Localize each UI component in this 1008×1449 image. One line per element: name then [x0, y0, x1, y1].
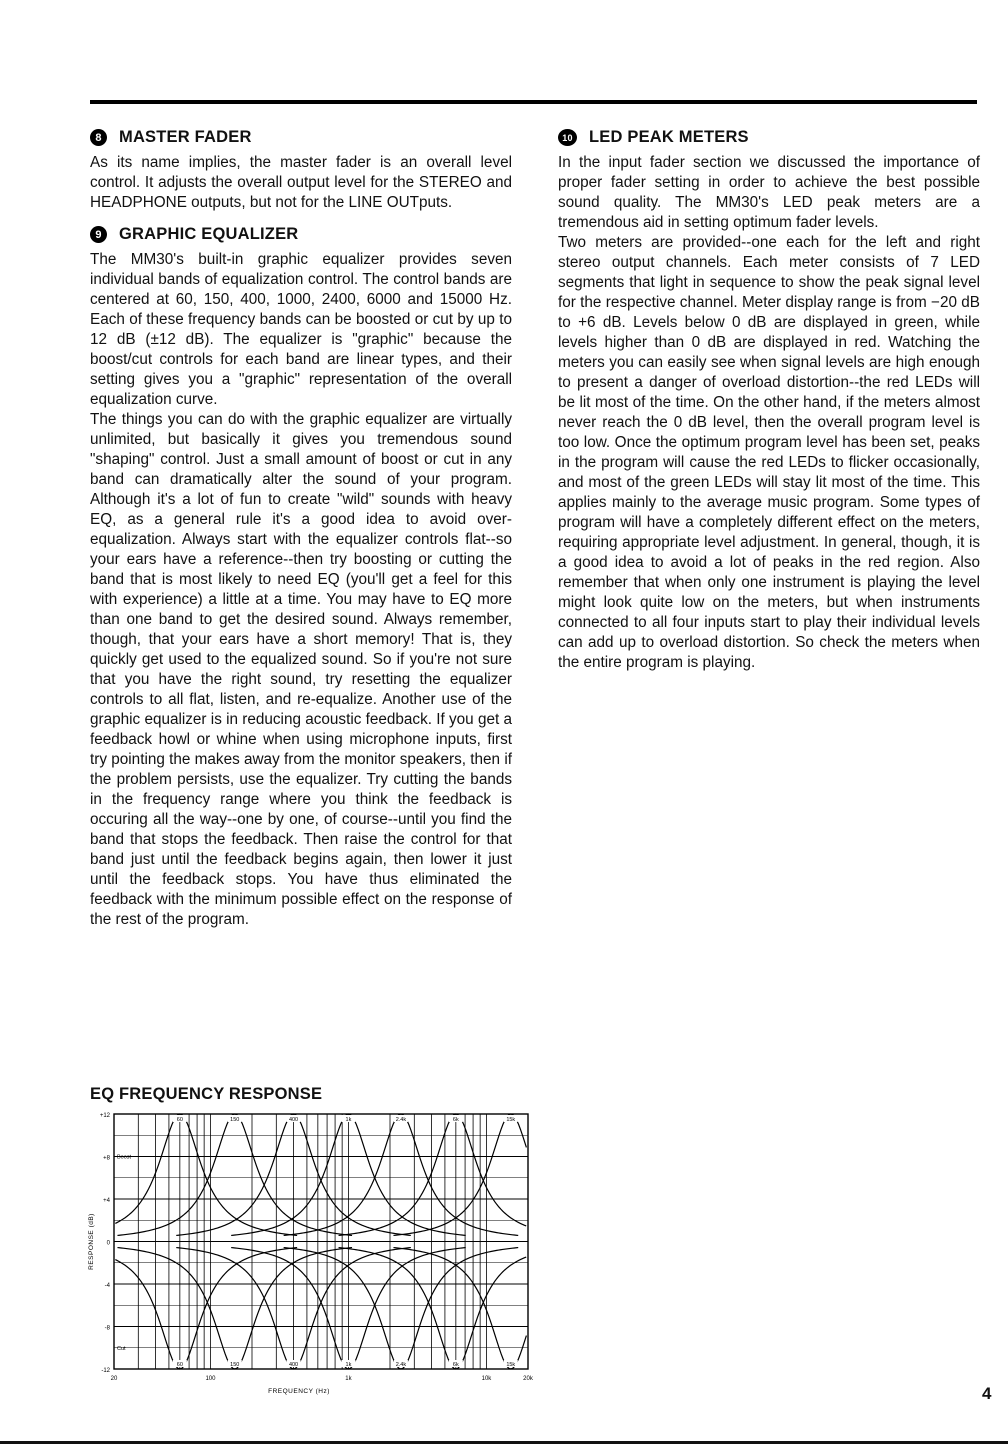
- y-tick-label: -12: [101, 1368, 110, 1374]
- cut-band-label: 15k: [506, 1362, 516, 1368]
- boost-band-label: 150: [230, 1117, 240, 1123]
- boost-curve: [339, 1114, 527, 1235]
- cut-band-label: 6k: [452, 1362, 459, 1368]
- section-number-badge: 10: [558, 129, 577, 146]
- bottom-rule: [0, 1441, 1008, 1444]
- y-tick-label: 0: [106, 1240, 110, 1247]
- boost-band-label: 400: [288, 1117, 299, 1123]
- x-tick-label: 10k: [481, 1376, 492, 1382]
- cut-band-label: 400: [288, 1362, 299, 1368]
- y-tick-label: -4: [104, 1283, 110, 1289]
- left-column: [90, 128, 512, 930]
- boost-band-label: 2.4k: [395, 1117, 407, 1123]
- eq-frequency-response-chart: [84, 1106, 534, 1396]
- x-tick-label: 20k: [523, 1376, 533, 1382]
- y-tick-label: +4: [103, 1198, 110, 1204]
- section-number-badge: 9: [90, 226, 107, 243]
- y-axis-label: RESPONSE (dB): [88, 1213, 95, 1270]
- boost-region-label: Boost: [117, 1154, 132, 1161]
- section-heading-master-fader: [90, 128, 512, 147]
- top-rule: [90, 100, 977, 104]
- x-axis-label: FREQUENCY (Hz): [268, 1388, 330, 1395]
- section-title: GRAPHIC EQUALIZER: [119, 225, 299, 243]
- x-tick-label: 20: [110, 1376, 118, 1382]
- cut-band-label: 60: [176, 1362, 183, 1368]
- cut-curve: [339, 1248, 527, 1369]
- boost-band-label: 15k: [506, 1117, 516, 1123]
- y-tick-label: +8: [103, 1155, 110, 1162]
- boost-curve: [115, 1114, 297, 1235]
- cut-region-label: Cut: [117, 1345, 126, 1352]
- boost-band-label: 6k: [452, 1117, 459, 1123]
- page-number: 4: [982, 1384, 992, 1403]
- section-number-badge: 8: [90, 129, 107, 146]
- boost-band-label: 60: [176, 1117, 183, 1123]
- cut-curve: [393, 1248, 526, 1369]
- graphic-equalizer-paragraph-1: The MM30's built-in graphic equalizer provides seven individual bands of equalization control. The control bands are centered at 60, 150, 400, 1000, 2400, 6000 and 15000 Hz. Each of these frequency bands can be boosted or cut by up to 12 dB (±12 dB). The equalizer is "graphic" because the boost/cut controls for each band are linear types, and their setting gives you a "graphic" representation of the overall equalization curve.: [90, 251, 512, 408]
- cut-curve: [115, 1248, 297, 1369]
- boost-curve: [393, 1114, 526, 1235]
- section-title: LED PEAK METERS: [589, 128, 749, 146]
- cut-band-label: 150: [230, 1362, 240, 1368]
- led-peak-meters-paragraph-1: In the input fader section we discussed the importance of proper fader setting in order to achieve the best possible sound quality. The MM30's LED peak meters are a tremendous aid in setting optimum fader levels.: [558, 154, 980, 231]
- section-heading-led-peak-meters: [558, 128, 980, 147]
- cut-band-label: 1k: [345, 1362, 352, 1368]
- y-tick-label: -8: [104, 1325, 110, 1332]
- x-tick-label: 100: [205, 1376, 216, 1382]
- graphic-equalizer-paragraph-2: The things you can do with the graphic equalizer are virtually unlimited, but basically it gives you tremendous sound "shaping" control. Just a small amount of boost or cut in any band can dramatically alter the sound of your program. Although it's a lot of fun to create "wild" sounds with heavy EQ, as a general rule it's a good idea to avoid over-equalization. Always start with the equalizer controls flat--so your ears have a reference--then try boosting or cutting the band that is most likely to need EQ (you'll get a feel for this with experience) a little at a time. You may have to EQ more than one band to get the desired sound. Always remember, though, that your ears have a short memory! That is, they quickly get used to the equalized sound. So if you're not sure that you have the right sound, try resetting the equalizer controls to all flat, listen, and re-equalize. Another use of the graphic equalizer is in reducing acoustic feedback. If you get a feedback howl or whine when using microphone inputs, first try pointing the makes away from the monitor speakers, then if the problem persists, use the equalizer. Try cutting the bands in the frequency range where you think the feedback is occuring all the way--one by one, of course--until you find the band that stops the feedback. Then raise the control for that band just until the feedback begins again, then lower it just until the feedback stops. You have thus eliminated the feedback with the minimum possible effect on the response of the rest of the program.: [90, 411, 512, 928]
- master-fader-paragraph: As its name implies, the master fader is an overall level control. It adjusts the overall output level for the STEREO and HEADPHONE outputs, but not for the LINE OUTputs.: [90, 154, 512, 211]
- boost-band-label: 1k: [345, 1117, 352, 1123]
- right-column: [558, 128, 980, 673]
- chart-title: EQ FREQUENCY RESPONSE: [90, 1085, 323, 1103]
- section-title: MASTER FADER: [119, 128, 252, 146]
- led-peak-meters-paragraph-2: Two meters are provided--one each for the left and right stereo output channels. Each meter consists of 7 LED segments that light in sequence to show the peak signal level for the respective channel. Meter display range is from −20 dB to +6 dB. Levels below 0 dB are displayed in green, while levels higher than 0 dB are displayed in red. Watching the meters you can easily see when signal levels are high enough to present a danger of overload distortion--the red LEDs will be lit most of the time. On the other hand, if the meters almost never reach the 0 dB level, then the overall program level is too low. Once the optimum program level has been set, peaks in the program will cause the red LEDs to flicker occasionally, and most of the green LEDs will stay lit most of the time. This applies mainly to the average music program. Some types of program will have a completely different effect on the meters, requiring appropriate level adjustment. In general, though, it is a good idea to avoid a lot of peaks in the red region. Also remember that when only one instrument is playing the level might look quite low on the meters, but when instruments connected to all four inputs start to play their individual levels can add up to overload distortion. So check the meters when the entire program is playing.: [558, 234, 980, 671]
- x-tick-label: 1k: [345, 1376, 352, 1382]
- y-tick-label: +12: [99, 1113, 110, 1119]
- cut-band-label: 2.4k: [395, 1362, 407, 1368]
- section-heading-graphic-equalizer: [90, 225, 512, 244]
